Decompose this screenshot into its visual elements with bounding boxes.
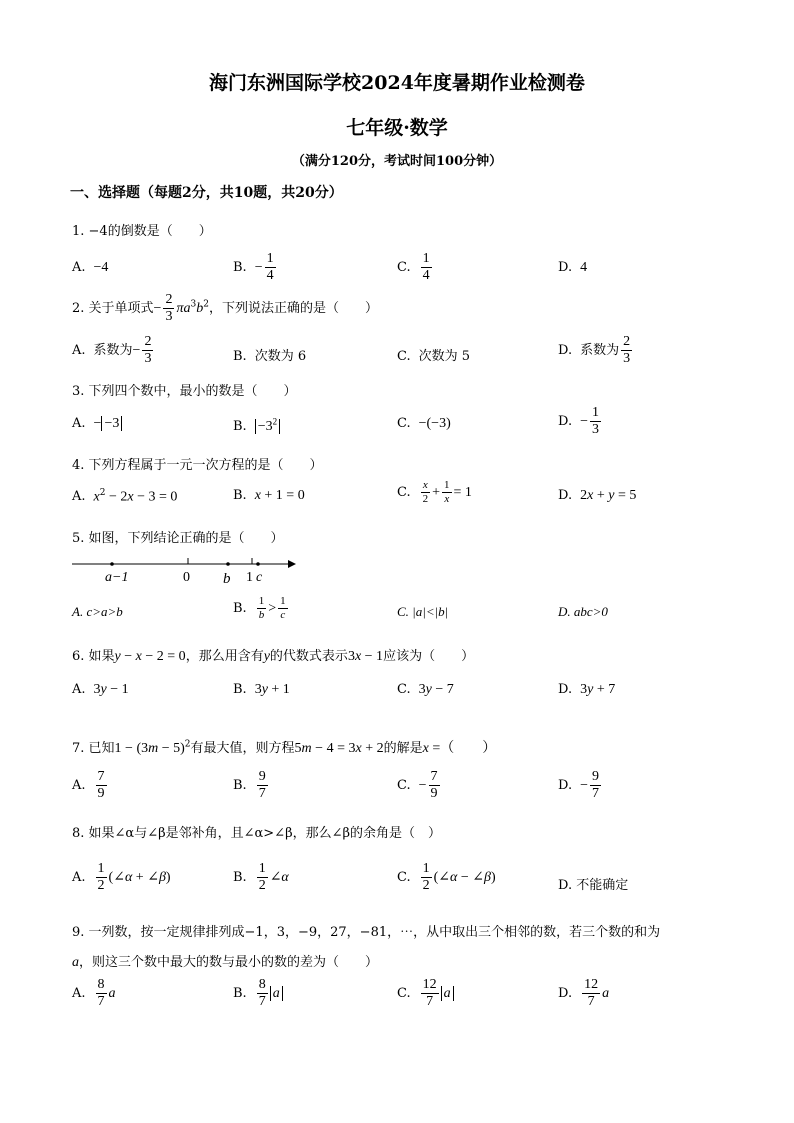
- q3-option-b: B. $-3^2$: [233, 416, 280, 435]
- q4-option-d: D. 2x + y = 5: [558, 488, 637, 503]
- q9-option-c: C. $\frac{12}{7}$ a: [397, 978, 454, 1009]
- q6-option-c: C. 3y − 7: [397, 682, 454, 697]
- q9-option-d: D. $\frac{12}{7}$ a: [558, 977, 610, 1009]
- q6-option-b: B. 3y + 1: [233, 682, 290, 697]
- exam-note: （满分120分，考试时间100分钟）: [291, 154, 503, 169]
- q5-option-d: D. abc>0: [558, 604, 608, 619]
- question-2: 2. 关于单项式− $\frac{2}{3}$ $\pi a^3b^2$，下列说法正确的是（ ）: [72, 292, 378, 324]
- nl-label-0: 0: [183, 570, 190, 585]
- q7-option-c: C. − $\frac{7}{9}$: [397, 769, 438, 801]
- q7-option-d: D. − $\frac{9}{7}$: [558, 769, 599, 801]
- q4-option-c: C. $\frac{x}{2}$ + $\frac{1}{x}$ = 1: [397, 479, 472, 505]
- exam-subtitle: 七年级·数学: [346, 117, 448, 139]
- q2-option-c: C. 次数为 5: [397, 349, 471, 364]
- question-4: 4. 下列方程属于一元一次方程的是（ ）: [72, 458, 323, 473]
- q8-option-b: B. $\frac{1}{2}$ ∠α: [233, 861, 289, 893]
- q8-option-d: D. 不能确定: [558, 878, 629, 893]
- q1-option-c: C. $\frac{1}{4}$: [397, 251, 430, 283]
- q8-option-a: A. $\frac{1}{2}$ (∠α + ∠β): [72, 861, 171, 893]
- question-9-line-1: 9. 一列数，按一定规律排列成−1，3，−9，27，−81，⋯，从中取出三个相邻的数，若三个数的和为: [72, 925, 661, 940]
- question-6: 6. 如果y − x − 2 = 0，那么用含有y的代数式表示3x − 1应该为（ ）: [72, 649, 475, 664]
- nl-label-b: b: [223, 571, 231, 587]
- q7-option-b: B. $\frac{9}{7}$: [233, 769, 266, 801]
- q8-option-c: C. $\frac{1}{2}$ (∠α − ∠β): [397, 861, 496, 893]
- q2-stem-pre: 2. 关于单项式: [72, 301, 154, 316]
- q5-option-a: A. c>a>b: [72, 604, 123, 619]
- question-3: 3. 下列四个数中，最小的数是（ ）: [72, 384, 297, 399]
- q9-option-b: B. $\frac{8}{7}$ a: [233, 978, 283, 1009]
- q2-option-b: B. 次数为 6: [233, 349, 307, 364]
- q4-option-b: B. x + 1 = 0: [233, 488, 305, 503]
- question-1: 1. −4的倒数是（ ）: [72, 224, 212, 239]
- number-line: [70, 553, 300, 587]
- question-5: 5. 如图，下列结论正确的是（ ）: [72, 531, 284, 546]
- q2-option-d: D. 系数为 $\frac{2}{3}$: [558, 334, 631, 366]
- nl-label-a-minus-1: a−1: [105, 570, 129, 585]
- q9-option-a: A. $\frac{8}{7}$ a: [72, 977, 116, 1009]
- question-9-line-2: a，则这三个数中最大的数与最小的数的差为（ ）: [72, 955, 379, 970]
- q3-option-c: C. −(−3): [397, 416, 451, 431]
- q5-option-c: C. |a|<|b|: [397, 604, 449, 619]
- question-7: 7. 已知$1 - (3m - 5)^2$有最大值，则方程5m − 4 = 3x + 2的解是x =（ ）: [72, 739, 497, 756]
- q1-option-b: B. − $\frac{1}{4}$: [233, 251, 274, 283]
- question-8: 8. 如果∠α与∠β是邻补角，且∠α>∠β，那么∠β的余角是（ ）: [72, 826, 441, 841]
- q3-option-d: D. − $\frac{1}{3}$: [558, 405, 599, 437]
- q6-option-d: D. 3y + 7: [558, 682, 616, 697]
- q1-option-d: D. 4: [558, 260, 588, 275]
- q2-option-a: A. 系数为− $\frac{2}{3}$: [72, 334, 152, 366]
- q1-option-a: A. −4: [72, 260, 109, 275]
- q4-option-a: A. $x^2 - 2x - 3 = 0$: [72, 488, 178, 505]
- nl-label-1: 1: [246, 570, 253, 585]
- q6-option-a: A. 3y − 1: [72, 682, 129, 697]
- nl-label-c: c: [256, 570, 263, 585]
- q5-option-b: B. $\frac{1}{b}$ > $\frac{1}{c}$: [233, 595, 286, 621]
- q3-option-a: A. − −3: [72, 416, 122, 432]
- q2-stem-post: ，下列说法正确的是（ ）: [208, 301, 378, 316]
- exam-title: 海门东洲国际学校2024年度暑期作业检测卷: [209, 72, 585, 94]
- section-heading: 一、选择题（每题2分，共10题，共20分）: [70, 185, 343, 201]
- q7-option-a: A. $\frac{7}{9}$: [72, 769, 105, 801]
